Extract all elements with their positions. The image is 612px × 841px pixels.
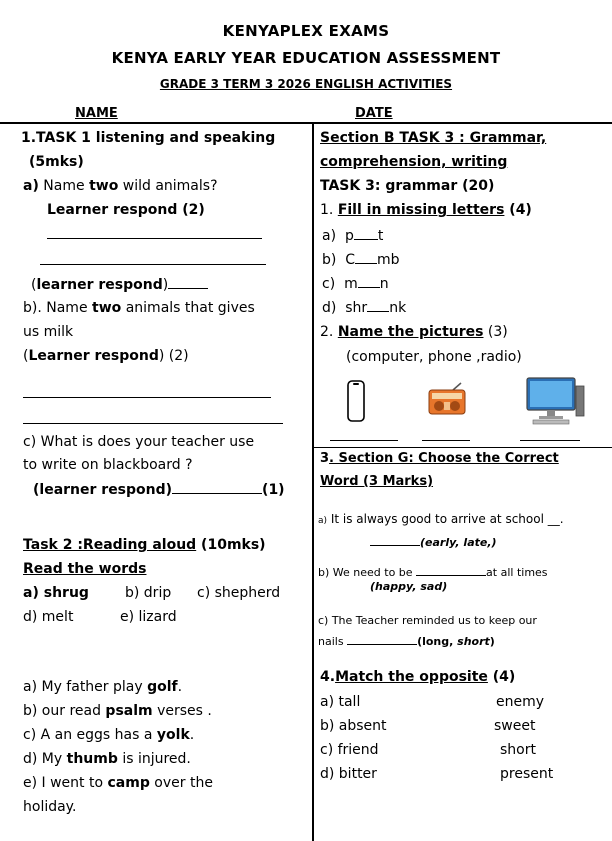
match-left-item: d) bitter (320, 766, 377, 782)
assessment-title: KENYA EARLY YEAR EDUCATION ASSESSMENT (111, 49, 501, 67)
sentence: d) My thumb is injured. (23, 751, 191, 767)
fill-item-d: d) shr nk (322, 300, 407, 316)
section-g-title-cont: Word (3 Marks) (320, 474, 434, 489)
question-c-cont: to write on blackboard ? (23, 457, 193, 473)
section-b-title-cont: comprehension, writing (320, 154, 508, 170)
answer-line (422, 440, 470, 441)
section-g-title: 3. Section G: Choose the Correct (320, 451, 559, 466)
match-right-item: present (500, 766, 554, 782)
choose-question-a-options: (early, late,) (370, 533, 497, 549)
read-words-heading: Read the words (23, 561, 147, 577)
question-c: c) What is does your teacher use (23, 434, 255, 450)
computer-icon (525, 376, 585, 426)
task2-title: Task 2 :Reading aloud (10mks) (23, 537, 266, 553)
choose-question-b-options: (happy, sad) (370, 580, 448, 593)
question-a: a) Name two wild animals? (23, 178, 218, 194)
choose-question-c-cont: nails (long, short) (318, 632, 495, 648)
task3-title: TASK 3: grammar (20) (320, 178, 495, 194)
match-right-item: short (500, 742, 536, 758)
learner-respond-a: Learner respond (2) (47, 202, 205, 218)
fill-item-b: b) C mb (322, 252, 400, 268)
name-pictures-heading: 2. Name the pictures (3) (320, 324, 508, 340)
choose-question-b: b) We need to be at all times (318, 563, 548, 579)
fill-item-c: c) m n (322, 276, 389, 292)
answer-line (23, 397, 271, 398)
learner-respond-b: (Learner respond) (2) (23, 348, 189, 364)
question-b-cont: us milk (23, 324, 74, 340)
picture-options: (computer, phone ,radio) (346, 349, 522, 365)
sentence: c) A an eggs has a yolk. (23, 727, 195, 743)
date-label: DATE (355, 106, 393, 121)
choose-question-c: c) The Teacher reminded us to keep our (318, 614, 537, 627)
answer-line (40, 264, 266, 265)
word-e: e) lizard (120, 609, 177, 625)
column-divider (312, 123, 314, 841)
section-divider (314, 447, 612, 448)
match-left-item: b) absent (320, 718, 387, 734)
sentence: e) I went to camp over the (23, 775, 213, 791)
question-b: b). Name two animals that gives (23, 300, 255, 316)
learner-respond-line: (learner respond) (31, 276, 208, 293)
name-label: NAME (75, 106, 118, 121)
match-right-item: enemy (496, 694, 545, 710)
answer-line (23, 423, 283, 424)
task1-marks: (5mks) (29, 154, 84, 170)
choose-question-a: a) It is always good to arrive at school __. (318, 512, 564, 526)
word-a: a) shrug (23, 585, 89, 601)
match-left-item: c) friend (320, 742, 379, 758)
section-b-title: Section B TASK 3 : Grammar, (320, 130, 547, 146)
answer-line (330, 440, 398, 441)
match-left-item: a) tall (320, 694, 361, 710)
header-divider (0, 122, 612, 124)
word-d: d) melt (23, 609, 74, 625)
match-right-item: sweet (494, 718, 536, 734)
sentence-cont: holiday. (23, 799, 77, 815)
answer-line (47, 238, 262, 239)
task1-title: 1.TASK 1 listening and speaking (21, 130, 276, 146)
grade-term-title: GRADE 3 TERM 3 2026 ENGLISH ACTIVITIES (159, 77, 453, 91)
answer-line (520, 440, 580, 441)
sentence: a) My father play golf. (23, 679, 183, 695)
match-heading: 4.Match the opposite (4) (320, 669, 516, 685)
phone-icon (346, 380, 366, 422)
sentence: b) our read psalm verses . (23, 703, 212, 719)
radio-icon (427, 382, 467, 416)
learner-respond-c: (learner respond) (1) (33, 482, 285, 498)
exam-provider-title: KENYAPLEX EXAMS (222, 22, 390, 40)
word-b: b) drip (125, 585, 172, 601)
word-c: c) shepherd (197, 585, 281, 601)
fill-item-a: a) p t (322, 228, 384, 244)
fill-letters-heading: 1. Fill in missing letters (4) (320, 202, 532, 218)
